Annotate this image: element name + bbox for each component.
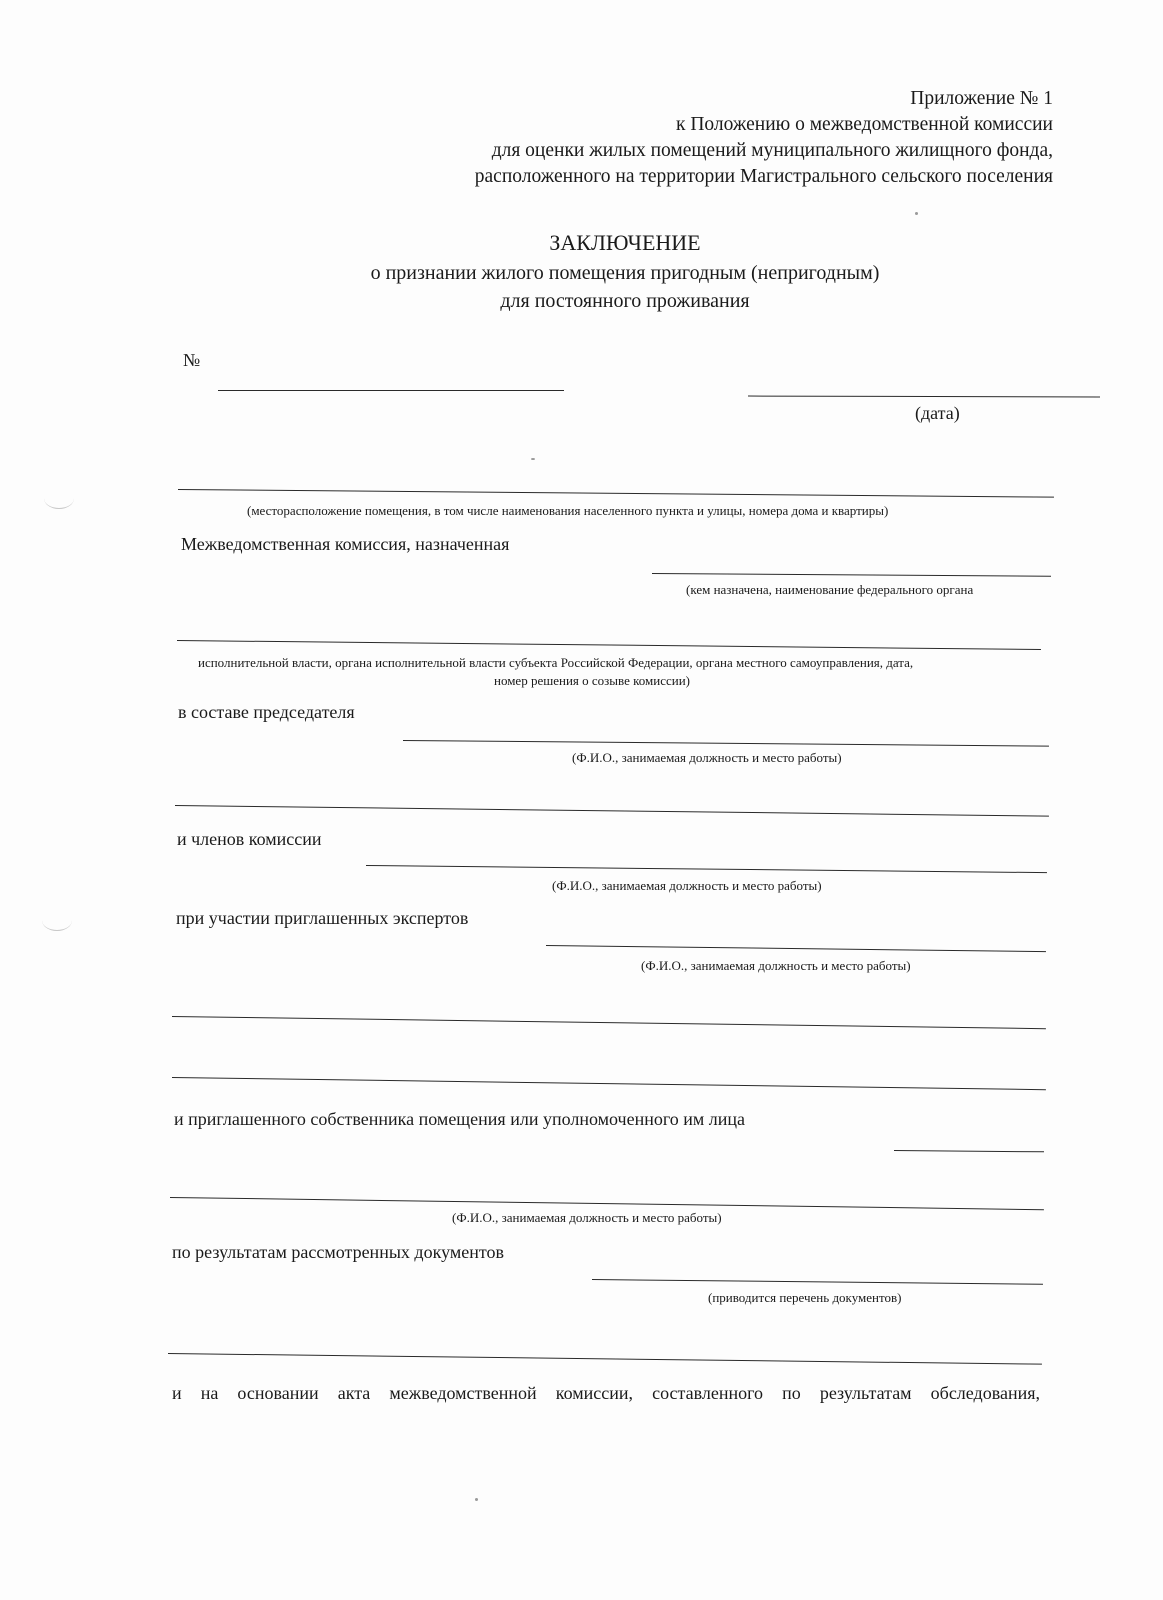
number-sign: № — [183, 350, 201, 370]
documents-label: по результатам рассмотренных документов — [172, 1242, 504, 1262]
appendix-number: Приложение № 1 — [910, 88, 1053, 109]
members-field[interactable] — [366, 865, 1047, 873]
scan-speck — [475, 1498, 478, 1501]
appendix-reference: к Положению о межведомственной комиссии — [675, 114, 1053, 135]
document-title: ЗАКЛЮЧЕНИЕ — [549, 230, 701, 255]
chairman-field-continued[interactable] — [175, 805, 1049, 817]
chairman-label: в составе председателя — [178, 702, 355, 722]
binder-hole-mark — [44, 488, 74, 509]
members-caption: (Ф.И.О., занимаемая должность и место работы) — [552, 878, 822, 893]
owner-field-continued[interactable] — [170, 1197, 1044, 1210]
document-subtitle-1: о признании жилого помещения пригодным (непригодным) — [370, 262, 880, 284]
act-basis-label: и на основании акта межведомственной комиссии, составленного по результатам обследования, — [172, 1383, 1040, 1403]
experts-field-continued-1[interactable] — [172, 1016, 1046, 1029]
experts-field-continued-2[interactable] — [172, 1077, 1046, 1090]
documents-caption: (приводится перечень документов) — [708, 1290, 902, 1305]
date-caption: (дата) — [915, 403, 960, 423]
authority-caption-2: номер решения о созыве комиссии) — [494, 673, 690, 688]
authority-field[interactable] — [177, 640, 1041, 650]
chairman-caption: (Ф.И.О., занимаемая должность и место работы) — [572, 750, 842, 765]
owner-label: и приглашенного собственника помещения или уполномоченного им лица — [174, 1109, 746, 1129]
document-subtitle-2: для постоянного проживания — [500, 290, 750, 312]
binder-hole-mark — [42, 910, 72, 931]
scan-speck — [915, 212, 918, 215]
location-field[interactable] — [178, 489, 1054, 498]
experts-label: при участии приглашенных экспертов — [176, 908, 469, 928]
number-field[interactable] — [218, 390, 564, 391]
appendix-territory: расположенного на территории Магистрального сельского поселения — [474, 166, 1053, 187]
commission-label: Межведомственная комиссия, назначенная — [181, 534, 510, 554]
owner-caption: (Ф.И.О., занимаемая должность и место работы) — [452, 1210, 722, 1225]
chairman-field[interactable] — [403, 740, 1049, 747]
members-label: и членов комиссии — [177, 829, 322, 849]
documents-field-continued[interactable] — [168, 1353, 1042, 1365]
date-field[interactable] — [748, 396, 1100, 398]
location-caption: (месторасположение помещения, в том числе наименования населенного пункта и улицы, номера дома и квартиры) — [247, 503, 889, 518]
documents-field[interactable] — [592, 1279, 1043, 1285]
appointed-caption: (кем назначена, наименование федерального органа — [686, 582, 974, 597]
scan-speck — [531, 458, 535, 460]
authority-caption-1: исполнительной власти, органа исполнительной власти субъекта Российской Федерации, органа местного самоуправления, дата, — [198, 655, 914, 670]
appointed-by-field[interactable] — [652, 573, 1051, 577]
appendix-purpose: для оценки жилых помещений муниципального жилищного фонда, — [491, 140, 1053, 161]
experts-field[interactable] — [546, 945, 1046, 952]
owner-field[interactable] — [894, 1150, 1044, 1152]
experts-caption: (Ф.И.О., занимаемая должность и место работы) — [641, 958, 911, 973]
